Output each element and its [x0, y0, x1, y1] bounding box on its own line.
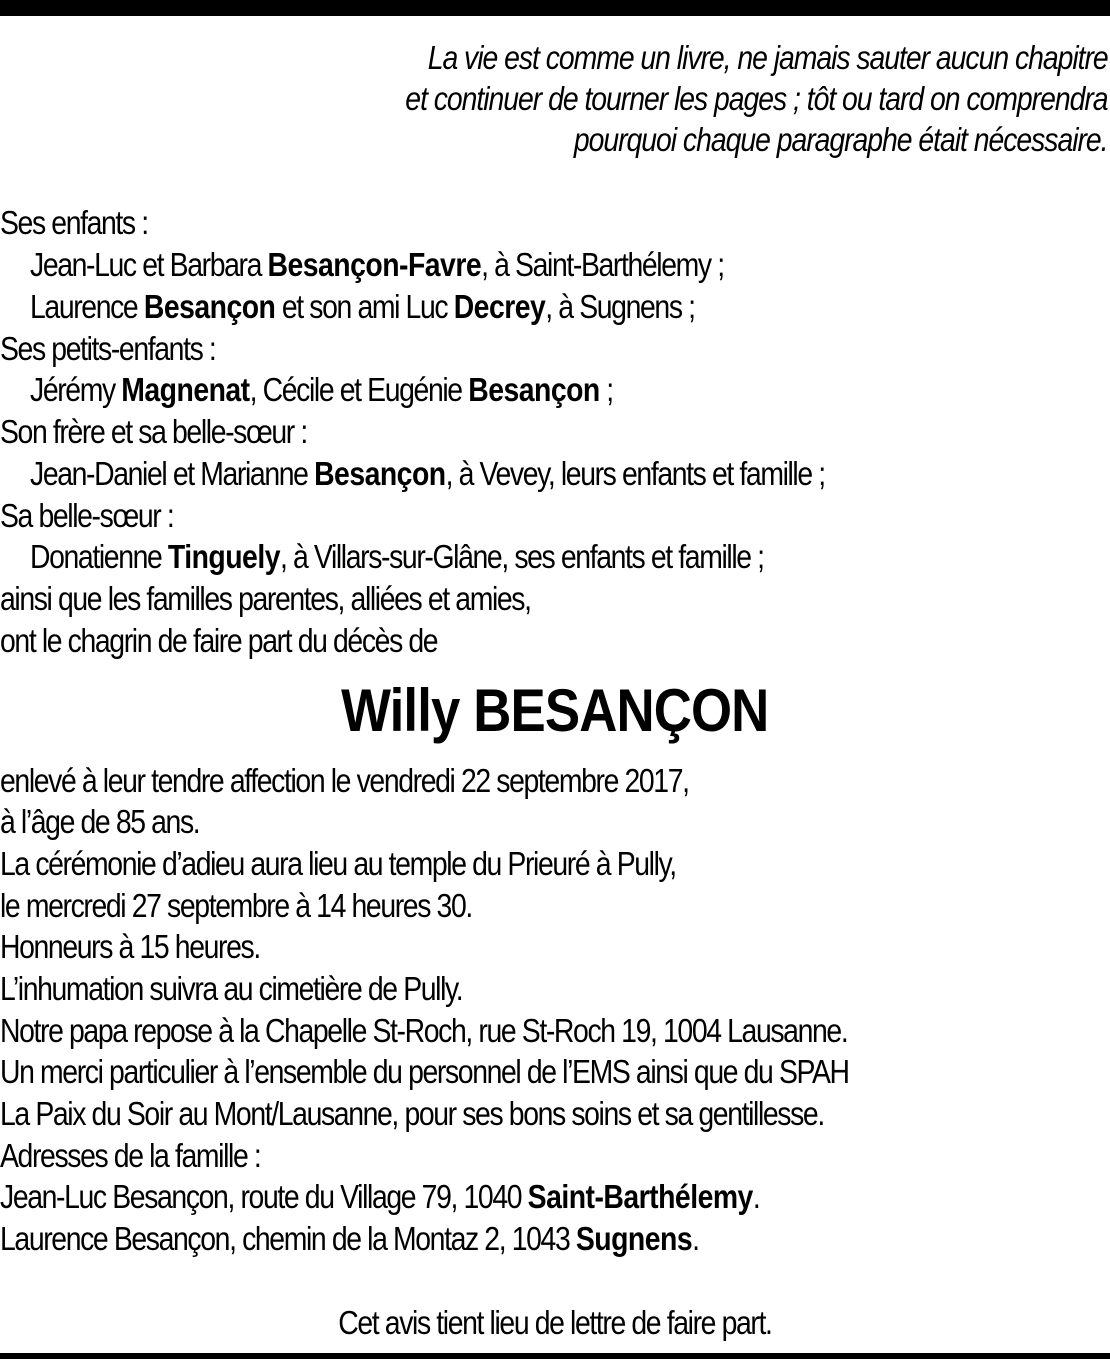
- announcement-line: ont le chagrin de faire part du décès de: [0, 622, 438, 659]
- addresses-heading: Adresses de la famille :: [0, 1137, 261, 1174]
- grandchildren-heading: Ses petits-enfants :: [0, 330, 216, 367]
- grandchildren-line: Jérémy Magnenat, Cécile et Eugénie Besançon ;: [30, 371, 613, 408]
- sisterinlaw-heading: Sa belle-sœur :: [0, 497, 174, 534]
- deceased-name: Willy BESANÇON: [341, 677, 769, 744]
- details-line-1: enlevé à leur tendre affection le vendredi 22 septembre 2017,: [0, 762, 689, 799]
- child-line-1: Jean-Luc et Barbara Besançon-Favre, à Saint-Barthélemy ;: [30, 246, 724, 283]
- sisterinlaw-line: Donatienne Tinguely, à Villars-sur-Glâne, ses enfants et famille ;: [30, 538, 764, 575]
- address-locality: Sugnens: [575, 1220, 693, 1257]
- brother-heading: Son frère et sa belle-sœur :: [0, 413, 307, 450]
- top-rule: [0, 0, 1110, 16]
- brother-line: Jean-Daniel et Marianne Besançon, à Vevey, leurs enfants et famille ;: [30, 455, 825, 492]
- details-line-3: La cérémonie d’adieu aura lieu au temple du Prieuré à Pully,: [0, 845, 676, 882]
- bottom-rule: [0, 1353, 1110, 1359]
- epigraph-line-3: pourquoi chaque paragraphe était nécessaire.: [574, 121, 1108, 158]
- address-line-1: Jean-Luc Besançon, route du Village 79, 1040 Saint-Barthélemy.: [0, 1178, 760, 1215]
- details-line-7: Notre papa repose à la Chapelle St-Roch, rue St-Roch 19, 1004 Lausanne.: [0, 1012, 848, 1049]
- family-name: Tinguely: [167, 538, 280, 575]
- details-line-2: à l’âge de 85 ans.: [0, 803, 200, 840]
- epigraph-line-1: La vie est comme un livre, ne jamais sauter aucun chapitre: [428, 39, 1108, 76]
- children-heading: Ses enfants :: [0, 204, 148, 241]
- details-line-8: Un merci particulier à l’ensemble du personnel de l’EMS ainsi que du SPAH: [0, 1053, 849, 1090]
- family-name: Besançon: [468, 371, 600, 408]
- family-name: Besançon: [314, 455, 446, 492]
- family-name: Decrey: [453, 288, 546, 325]
- details-line-9: La Paix du Soir au Mont/Lausanne, pour ses bons soins et sa gentillesse.: [0, 1095, 824, 1132]
- family-name: Besançon: [143, 288, 276, 325]
- epigraph-line-2: et continuer de tourner les pages ; tôt ou tard on comprendra: [405, 80, 1108, 117]
- details-line-4: le mercredi 27 septembre à 14 heures 30.: [0, 887, 472, 924]
- address-locality: Saint-Barthélemy: [527, 1178, 753, 1215]
- details-line-5: Honneurs à 15 heures.: [0, 928, 260, 965]
- relatives-line: ainsi que les familles parentes, alliées et amies,: [0, 580, 531, 617]
- child-line-2: Laurence Besançon et son ami Luc Decrey, à Sugnens ;: [30, 288, 695, 325]
- family-name: Besançon-Favre: [267, 246, 482, 283]
- address-line-2: Laurence Besançon, chemin de la Montaz 2, 1043 Sugnens.: [0, 1220, 699, 1257]
- details-line-6: L’inhumation suivra au cimetière de Pully.: [0, 970, 463, 1007]
- footer-note: Cet avis tient lieu de lettre de faire part.: [338, 1304, 772, 1341]
- family-name: Magnenat: [121, 371, 250, 408]
